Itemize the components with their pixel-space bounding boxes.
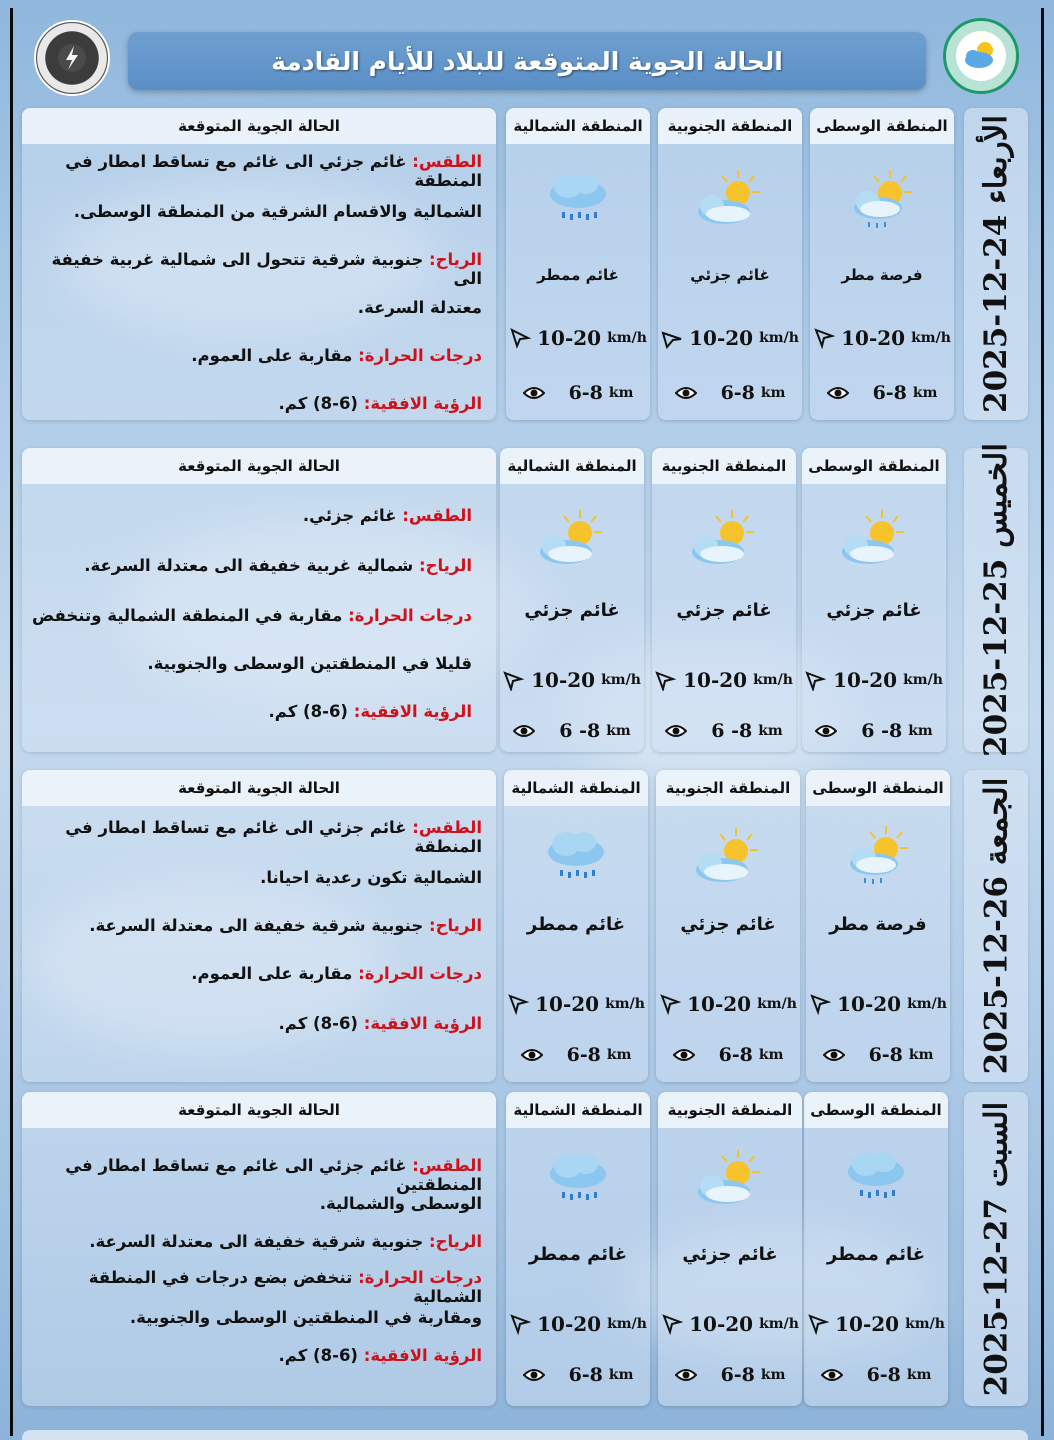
- forecast-text: شمالية غربية خفيفة الى معتدلة السرعة.: [84, 556, 419, 575]
- condition-label: غائم ممطر: [537, 266, 619, 284]
- forecast-text: قليلا في المنطقتين الوسطى والجنوبية.: [147, 654, 472, 673]
- forecast-text: تنخفض بضع درجات في المنطقة الشمالية: [88, 1268, 482, 1306]
- visibility-unit: km: [760, 385, 786, 401]
- wind-unit: km/h: [907, 996, 947, 1012]
- eye-icon: [521, 1044, 543, 1066]
- day-date: الجمعة 26-12-2025: [978, 777, 1015, 1075]
- wind-row: [804, 1312, 948, 1336]
- region-title: المنطقة الشمالية: [500, 448, 644, 484]
- wind-direction-icon: [659, 993, 681, 1015]
- condition-label: غائم جزئي: [682, 1244, 778, 1265]
- forecast-label: الرياح:: [419, 556, 472, 575]
- forecast-line: [32, 1232, 482, 1251]
- visibility-row: [500, 720, 644, 742]
- region-southern: [656, 770, 800, 1082]
- partly-cloudy-icon: [682, 506, 766, 576]
- wind-unit: km/h: [607, 330, 647, 346]
- day-date: الخميس 25-12-2025: [978, 443, 1015, 757]
- forecast-label: الرياح:: [429, 1232, 482, 1251]
- visibility-value: 6 -8: [861, 720, 903, 742]
- forecast-line: [32, 394, 482, 413]
- footer-strip: [22, 1430, 1028, 1440]
- visibility-value: 6-8: [568, 382, 603, 404]
- eye-icon: [675, 382, 697, 404]
- wind-direction-icon: [813, 327, 835, 349]
- visibility-value: 6-8: [718, 1044, 753, 1066]
- wind-value: 10-20: [835, 1312, 900, 1336]
- forecast-text: غائم جزئي.: [302, 506, 403, 525]
- partly-cloudy-icon: [688, 1146, 772, 1216]
- wind-unit: km/h: [903, 672, 943, 688]
- wind-value: 10-20: [689, 1312, 754, 1336]
- sun-cloud-rain-icon: [836, 822, 920, 892]
- region-title: المنطقة الوسطى: [802, 448, 946, 484]
- wind-direction-icon: [809, 993, 831, 1015]
- visibility-value: 6 -8: [559, 720, 601, 742]
- condition-label: غائم ممطر: [526, 914, 626, 935]
- forecast-line: [32, 298, 482, 317]
- visibility-row: [506, 382, 650, 404]
- wind-value: 10-20: [531, 668, 596, 692]
- rain-cloud-icon: [536, 166, 620, 236]
- wind-value: 10-20: [837, 992, 902, 1016]
- visibility-unit: km: [912, 385, 938, 401]
- forecast-line: [32, 818, 482, 856]
- wind-row: [658, 1312, 802, 1336]
- eye-icon: [523, 382, 545, 404]
- wind-value: 10-20: [689, 326, 754, 350]
- region-central: [802, 448, 946, 752]
- forecast-line: [32, 964, 482, 983]
- visibility-value: 6-8: [866, 1364, 901, 1386]
- forecast-line: [32, 1194, 482, 1213]
- forecast-title: الحالة الجوية المتوقعة: [22, 770, 496, 806]
- forecast-line: [22, 702, 472, 721]
- forecast-line: [32, 1014, 482, 1033]
- forecast-text: (6-8) كم.: [278, 394, 364, 413]
- wind-unit: km/h: [607, 1316, 647, 1332]
- forecast-text: الوسطى والشمالية.: [319, 1194, 482, 1213]
- partly-cloudy-icon: [530, 506, 614, 576]
- region-northern: [506, 108, 650, 420]
- forecast-label: الرؤية الافقية:: [363, 394, 482, 413]
- wind-unit: km/h: [759, 1316, 799, 1332]
- visibility-unit: km: [758, 1047, 784, 1063]
- wind-row: [656, 992, 800, 1016]
- wind-value: 10-20: [537, 1312, 602, 1336]
- forecast-label: الطقس:: [402, 506, 472, 525]
- visibility-unit: km: [606, 1047, 632, 1063]
- region-central: [810, 108, 954, 420]
- visibility-unit: km: [758, 723, 783, 739]
- forecast-title: الحالة الجوية المتوقعة: [22, 448, 496, 484]
- forecast-text: جنوبية شرقية خفيفة الى معتدلة السرعة.: [89, 916, 429, 935]
- region-title: المنطقة الشمالية: [506, 108, 650, 144]
- forecast-line: [32, 868, 482, 887]
- lightning-icon: [48, 34, 96, 82]
- wind-row: [810, 326, 954, 350]
- rain-cloud-icon: [534, 824, 618, 894]
- condition-label: غائم ممطر: [528, 1244, 628, 1265]
- region-title: المنطقة الجنوبية: [658, 108, 802, 144]
- region-southern: [658, 108, 802, 420]
- wind-unit: km/h: [759, 330, 799, 346]
- forecast-line: [32, 346, 482, 365]
- visibility-unit: km: [606, 723, 631, 739]
- wind-row: [506, 326, 650, 350]
- eye-icon: [673, 1044, 695, 1066]
- visibility-unit: km: [908, 723, 933, 739]
- visibility-row: [656, 1044, 800, 1066]
- forecast-label: الرؤية الافقية:: [363, 1014, 482, 1033]
- region-northern: [500, 448, 644, 752]
- eye-icon: [513, 720, 535, 742]
- region-northern: [504, 770, 648, 1082]
- day-block: [22, 108, 1028, 420]
- eye-icon: [823, 1044, 845, 1066]
- wind-unit: km/h: [753, 672, 793, 688]
- date-tab: [964, 443, 1028, 757]
- forecast-text: غائم جزئي الى غائم مع تساقط امطار في المنطقة: [65, 152, 482, 190]
- visibility-value: 6 -8: [711, 720, 753, 742]
- eye-icon: [523, 1364, 545, 1386]
- wind-value: 10-20: [841, 326, 906, 350]
- forecast-line: [22, 506, 472, 525]
- partly-cloudy-icon: [686, 824, 770, 894]
- eye-icon: [827, 382, 849, 404]
- wind-value: 10-20: [535, 992, 600, 1016]
- forecast-panel: [22, 448, 496, 752]
- region-title: المنطقة الشمالية: [506, 1092, 650, 1128]
- eye-icon: [675, 1364, 697, 1386]
- wind-direction-icon: [807, 1313, 829, 1335]
- wind-direction-icon: [509, 1313, 531, 1335]
- visibility-value: 6-8: [566, 1044, 601, 1066]
- visibility-row: [806, 1044, 950, 1066]
- forecast-label: درجات الحرارة:: [358, 346, 482, 365]
- wind-unit: km/h: [905, 1316, 945, 1332]
- forecast-line: [32, 1268, 482, 1306]
- partly-cloudy-icon: [832, 506, 916, 576]
- forecast-label: درجات الحرارة:: [358, 964, 482, 983]
- forecast-label: الرياح:: [429, 250, 482, 269]
- forecast-title: الحالة الجوية المتوقعة: [22, 1092, 496, 1128]
- region-central: [804, 1092, 948, 1406]
- wind-row: [506, 1312, 650, 1336]
- visibility-unit: km: [608, 1367, 634, 1383]
- visibility-row: [658, 1364, 802, 1386]
- date-tab: [964, 108, 1028, 420]
- condition-label: غائم جزئي: [524, 600, 620, 621]
- visibility-row: [506, 1364, 650, 1386]
- meteorological-authority-logo: [943, 18, 1019, 94]
- forecast-line: [32, 1346, 482, 1365]
- date-tab: [964, 770, 1028, 1082]
- forecast-line: [22, 606, 472, 625]
- visibility-row: [804, 1364, 948, 1386]
- rain-cloud-icon: [536, 1146, 620, 1216]
- condition-label: غائم ممطر: [826, 1244, 926, 1265]
- wind-unit: km/h: [601, 672, 641, 688]
- wind-row: [500, 668, 644, 692]
- forecast-label: درجات الحرارة:: [358, 1268, 482, 1287]
- forecast-label: الطقس:: [412, 1156, 482, 1175]
- forecast-line: [32, 202, 482, 221]
- forecast-line: [32, 916, 482, 935]
- eye-icon: [665, 720, 687, 742]
- day-date: الأربعاء 24-12-2025: [978, 115, 1015, 413]
- region-title: المنطقة الوسطى: [810, 108, 954, 144]
- forecast-text: مقاربة في المنطقة الشمالية وتنخفض: [31, 606, 349, 625]
- region-northern: [506, 1092, 650, 1406]
- forecast-text: (6-8) كم.: [278, 1346, 364, 1365]
- visibility-row: [802, 720, 946, 742]
- condition-label: غائم جزئي: [676, 600, 772, 621]
- page-title: الحالة الجوية المتوقعة للبلاد للأيام القادمة: [271, 46, 783, 76]
- date-tab: [964, 1092, 1028, 1406]
- wind-direction-icon: [805, 669, 827, 691]
- forecast-panel: [22, 770, 496, 1082]
- wind-value: 10-20: [833, 668, 898, 692]
- wind-row: [806, 992, 950, 1016]
- visibility-row: [810, 382, 954, 404]
- day-block: [22, 443, 1028, 757]
- visibility-row: [504, 1044, 648, 1066]
- partly-cloudy-icon: [688, 166, 772, 236]
- visibility-unit: km: [608, 385, 634, 401]
- forecast-line: [32, 1156, 482, 1194]
- forecast-text: مقاربة على العموم.: [191, 964, 359, 983]
- eye-icon: [815, 720, 837, 742]
- forecast-line: [32, 152, 482, 190]
- condition-label: غائم جزئي: [680, 914, 776, 935]
- forecast-line: [22, 654, 472, 673]
- wind-row: [652, 668, 796, 692]
- sun-cloud-logo-icon: [957, 32, 1005, 80]
- region-title: المنطقة الجنوبية: [652, 448, 796, 484]
- forecast-panel: [22, 1092, 496, 1406]
- forecast-label: الرياح:: [429, 916, 482, 935]
- region-title: المنطقة الجنوبية: [656, 770, 800, 806]
- visibility-value: 6-8: [868, 1044, 903, 1066]
- region-southern: [652, 448, 796, 752]
- visibility-unit: km: [906, 1367, 932, 1383]
- forecast-text: جنوبية شرقية خفيفة الى معتدلة السرعة.: [89, 1232, 429, 1251]
- wind-row: [802, 668, 946, 692]
- wind-unit: km/h: [911, 330, 951, 346]
- wind-row: [504, 992, 648, 1016]
- condition-label: غائم جزئي: [690, 266, 770, 284]
- day-date: السبت 27-12-2025: [978, 1101, 1014, 1397]
- wind-unit: km/h: [757, 996, 797, 1012]
- wind-direction-icon: [509, 327, 531, 349]
- forecast-line: [22, 556, 472, 575]
- visibility-value: 6-8: [872, 382, 907, 404]
- forecast-text: الشمالية تكون رعدية احيانا.: [260, 868, 482, 887]
- visibility-unit: km: [908, 1047, 934, 1063]
- wind-unit: km/h: [605, 996, 645, 1012]
- visibility-row: [652, 720, 796, 742]
- rain-cloud-icon: [834, 1144, 918, 1214]
- forecast-line: [32, 250, 482, 288]
- condition-label: غائم جزئي: [826, 600, 922, 621]
- day-block: [22, 770, 1028, 1082]
- visibility-unit: km: [760, 1367, 786, 1383]
- wind-value: 10-20: [537, 326, 602, 350]
- forecast-panel: [22, 108, 496, 420]
- wind-value: 10-20: [687, 992, 752, 1016]
- forecast-label: الرؤية الافقية:: [353, 702, 472, 721]
- day-block: [22, 1092, 1028, 1406]
- forecast-text: معتدلة السرعة.: [357, 298, 482, 317]
- region-southern: [658, 1092, 802, 1406]
- condition-label: فرصة مطر: [841, 266, 923, 284]
- forecast-department-logo: [34, 20, 110, 96]
- forecast-text: ومقاربة في المنطقتين الوسطى والجنوبية.: [129, 1308, 482, 1327]
- region-title: المنطقة الوسطى: [806, 770, 950, 806]
- forecast-label: درجات الحرارة:: [348, 606, 472, 625]
- forecast-title: الحالة الجوية المتوقعة: [22, 108, 496, 144]
- region-title: المنطقة الوسطى: [804, 1092, 948, 1128]
- wind-row: [658, 326, 802, 350]
- wind-direction-icon: [661, 1313, 683, 1335]
- forecast-text: جنوبية شرقية تتحول الى شمالية غربية خفيفة الى: [51, 250, 482, 288]
- wind-direction-icon: [507, 993, 529, 1015]
- forecast-label: الطقس:: [412, 818, 482, 837]
- forecast-text: الشمالية والاقسام الشرقية من المنطقة الوسطى.: [73, 202, 482, 221]
- wind-direction-icon: [655, 669, 677, 691]
- visibility-value: 6-8: [720, 382, 755, 404]
- forecast-text: غائم جزئي الى غائم مع تساقط امطار في المنطقة: [65, 818, 482, 856]
- region-title: المنطقة الشمالية: [504, 770, 648, 806]
- region-title: المنطقة الجنوبية: [658, 1092, 802, 1128]
- wind-direction-icon: [503, 669, 525, 691]
- forecast-text: (6-8) كم.: [268, 702, 354, 721]
- condition-label: فرصة مطر: [829, 914, 927, 935]
- forecast-label: الرؤية الافقية:: [363, 1346, 482, 1365]
- wind-direction-icon: [661, 327, 683, 349]
- page-header: [128, 32, 926, 90]
- visibility-value: 6-8: [720, 1364, 755, 1386]
- forecast-line: [32, 1308, 482, 1327]
- wind-value: 10-20: [683, 668, 748, 692]
- forecast-text: مقاربة على العموم.: [191, 346, 359, 365]
- region-central: [806, 770, 950, 1082]
- forecast-text: غائم جزئي الى غائم مع تساقط امطار في المنطقتين: [65, 1156, 482, 1194]
- forecast-label: الطقس:: [412, 152, 482, 171]
- eye-icon: [821, 1364, 843, 1386]
- forecast-text: (6-8) كم.: [278, 1014, 364, 1033]
- sun-cloud-rain-icon: [840, 166, 924, 236]
- visibility-row: [658, 382, 802, 404]
- visibility-value: 6-8: [568, 1364, 603, 1386]
